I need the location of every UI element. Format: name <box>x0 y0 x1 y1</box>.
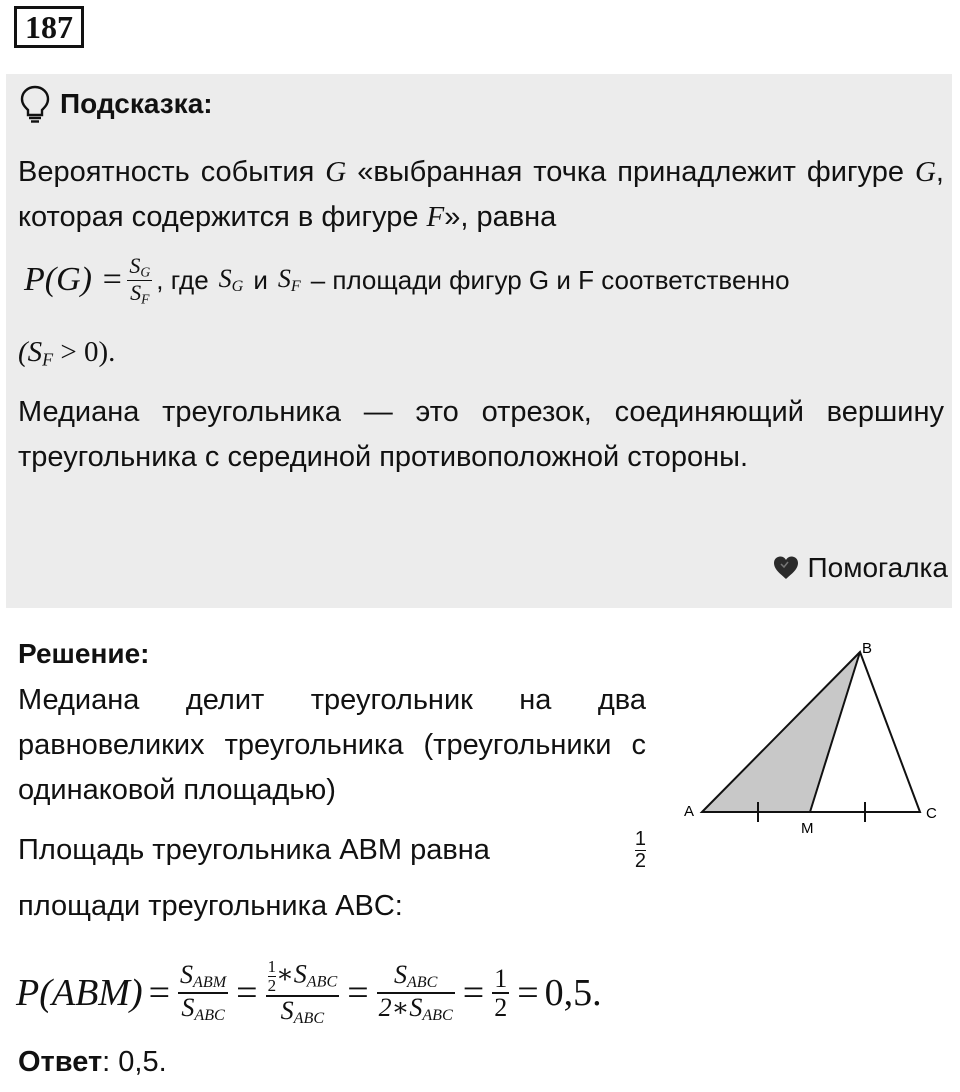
heart-icon <box>772 555 800 581</box>
answer-value: : 0,5. <box>102 1046 167 1078</box>
credit <box>772 552 948 584</box>
fraction-2: $\frac{1}{2}$ $∗S_{ABC}$ $S_{ABC}$ <box>267 957 338 1027</box>
formula-sf: $S_F$ <box>277 264 301 296</box>
vertex-c-label: C <box>926 805 937 822</box>
probability-formula <box>18 254 958 306</box>
median-definition: Медиана треугольника — это отрезок, соединяющий вершину треугольника с серединой противоположной стороны. <box>18 396 944 473</box>
fraction-4: $\frac{1}{2}$ <box>494 963 508 1022</box>
lightbulb-icon <box>18 84 52 124</box>
credit-text: Помогалка <box>807 552 948 583</box>
formula-rest: – площади фигур G и F соответственно <box>310 264 790 295</box>
solution-title: Решение: <box>18 638 150 669</box>
probability-definition <box>18 150 944 240</box>
half-fraction: $\frac{1}{2}$ <box>634 828 646 872</box>
event-letter: G <box>325 156 347 188</box>
fraction-1: $\frac{S_{ABM}}{S_{ABC}}$ <box>180 959 227 1024</box>
probability-text-2: «выбранная точка принадлежит фигуре <box>357 156 904 188</box>
formula-lhs: P(G) = <box>24 261 124 299</box>
solution-paragraph-2: Площадь треугольника ABM равна $\frac{1}{2}$ <box>18 828 646 872</box>
solution-paragraph-3: площади треугольника ABC: <box>18 890 403 922</box>
formula-where: , где <box>156 264 209 295</box>
vertex-b-label: B <box>862 640 873 657</box>
hint-title: Подсказка: <box>60 88 213 119</box>
hint-header <box>18 84 213 124</box>
final-lhs: P(ABM) <box>16 971 143 1014</box>
formula-sg: $S_G$ <box>218 264 244 296</box>
final-result: 0,5. <box>544 971 602 1014</box>
solution-paragraph-1: Медиана делит треугольник на два равновеликих треугольника (треугольники с одинаковой площадью) <box>18 684 646 806</box>
answer-label: Ответ <box>18 1046 103 1078</box>
task-number: 187 <box>14 6 84 48</box>
probability-text-1: Вероятность события <box>18 156 315 188</box>
fraction-2-coefficient: $\frac{1}{2}$ <box>267 957 277 995</box>
vertex-m-label: M <box>801 820 814 837</box>
fraction-3: $\frac{S_{ABC}}{2∗S_{ABC}}$ <box>378 959 453 1024</box>
formula-fraction: $\frac{S_G}{S_F}$ <box>129 253 151 307</box>
figure-g-letter: G <box>914 156 936 188</box>
probability-text-4: », равна <box>444 201 557 233</box>
figure-f-letter: F <box>426 201 445 233</box>
vertex-a-label: A <box>684 803 695 820</box>
triangle-diagram <box>676 634 946 844</box>
formula-and: и <box>253 264 268 295</box>
answer <box>18 1046 167 1079</box>
hint-box <box>6 74 952 608</box>
probability-text-3: , которая содержится в фигуре <box>18 156 944 233</box>
area-condition: $(S_F > 0)$. <box>18 336 116 370</box>
final-formula: P(ABM) = $\frac{S_{ABM}}{S_{ABC}}$ = $\frac{1}{2}$ $∗S_{ABC}$ $S_{ABC}$ = $\frac{S_{ABC}}{2∗S_{ABC}}$ = $\frac{1}{2}$ = 0,5. <box>16 957 602 1027</box>
